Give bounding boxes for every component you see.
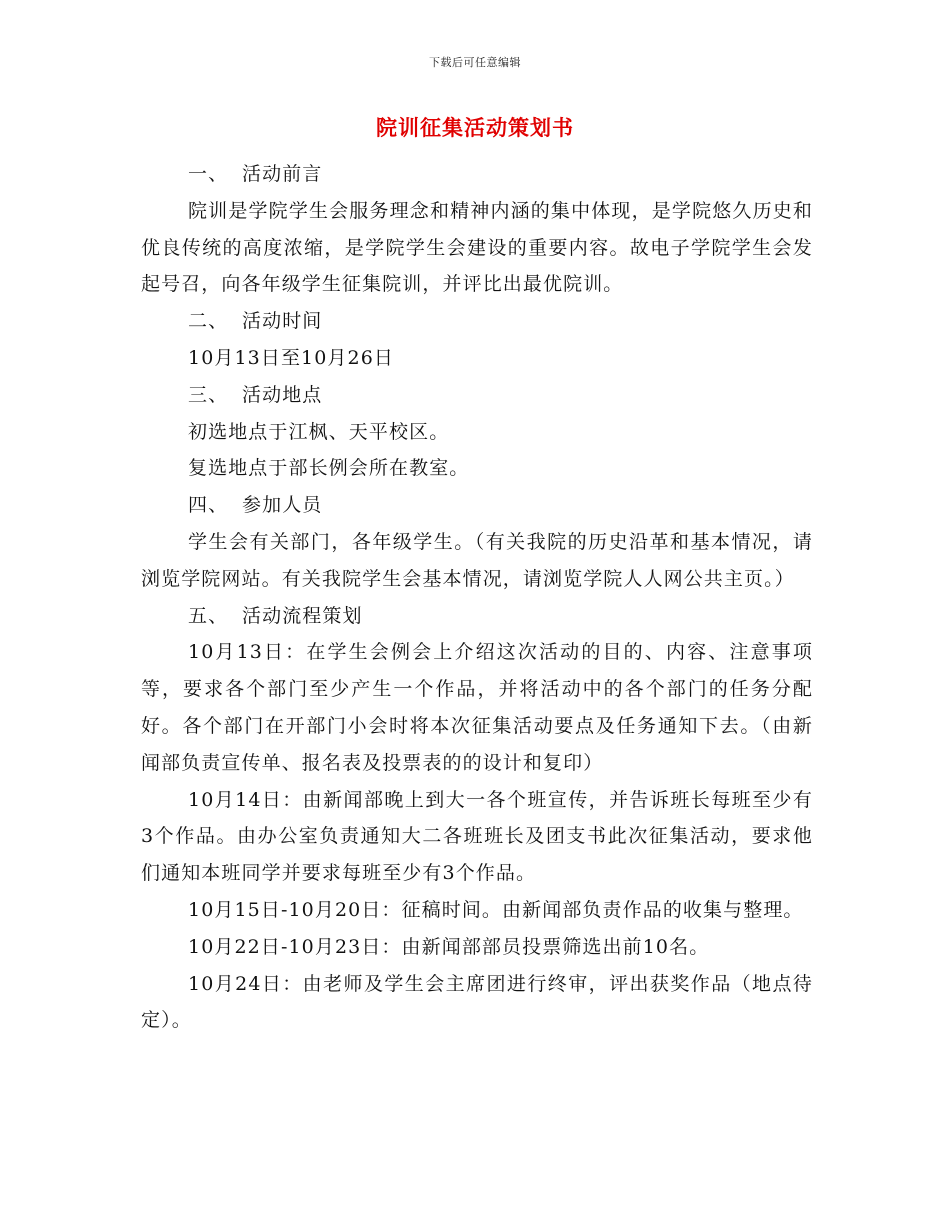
document-title: 院训征集活动策划书 <box>376 115 574 140</box>
section-heading-5 <box>141 598 813 635</box>
paragraph: 院训是学院学生会服务理念和精神内涵的集中体现，是学院悠久历史和优良传统的高度浓缩，是学院学生会建设的重要内容。故电子学院学生会发起号召，向各年级学生征集院训，并评比出最优院训。 <box>141 199 813 296</box>
paragraph: 10月13日至10月26日 <box>188 346 395 369</box>
paragraph: 10月24日：由老师及学生会主席团进行终审，评出获奖作品（地点待定）。 <box>141 972 813 1032</box>
paragraph: 10月14日：由新闻部晚上到大一各个班宣传，并告诉班长每班至少有3个作品。由办公室负责通知大二各班班长及团支书此次征集活动，要求他们通知本班同学并要求每班至少有3个作品。 <box>141 788 813 885</box>
section-title: 活动时间 <box>242 310 323 333</box>
section-heading-2 <box>141 303 813 340</box>
paragraph: 10月15日-10月20日：征稿时间。由新闻部负责作品的收集与整理。 <box>188 898 804 921</box>
section-number: 五、 <box>188 604 229 627</box>
section-heading-3 <box>141 377 813 414</box>
section-number: 一、 <box>188 163 229 185</box>
section-title: 活动前言 <box>242 163 323 185</box>
section-title: 活动地点 <box>242 383 323 406</box>
section-title: 活动流程策划 <box>242 604 363 627</box>
section-number: 二、 <box>188 310 229 333</box>
section-number: 四、 <box>188 494 229 517</box>
header-note: 下载后可任意编辑 <box>429 56 521 69</box>
section-heading-1 <box>141 156 813 193</box>
section-heading-4 <box>141 487 813 524</box>
paragraph: 10月13日：在学生会例会上介绍这次活动的目的、内容、注意事项等，要求各个部门至少产生一个作品，并将活动中的各个部门的任务分配好。各个部门在开部门小会时将本次征集活动要点及任务通知下去。（由新闻部负责宣传单、报名表及投票表的的设计和复印） <box>141 641 813 774</box>
section-number: 三、 <box>188 383 229 406</box>
paragraph: 初选地点于江枫、天平校区。 <box>188 420 450 443</box>
paragraph: 10月22日-10月23日：由新闻部部员投票筛选出前10名。 <box>188 935 710 958</box>
document-body <box>141 156 813 1039</box>
paragraph: 学生会有关部门，各年级学生。（有关我院的历史沿革和基本情况，请浏览学院网站。有关我院学生会基本情况，请浏览学院人人网公共主页。） <box>141 530 813 590</box>
section-title: 参加人员 <box>242 494 323 517</box>
paragraph: 复选地点于部长例会所在教室。 <box>188 457 470 480</box>
